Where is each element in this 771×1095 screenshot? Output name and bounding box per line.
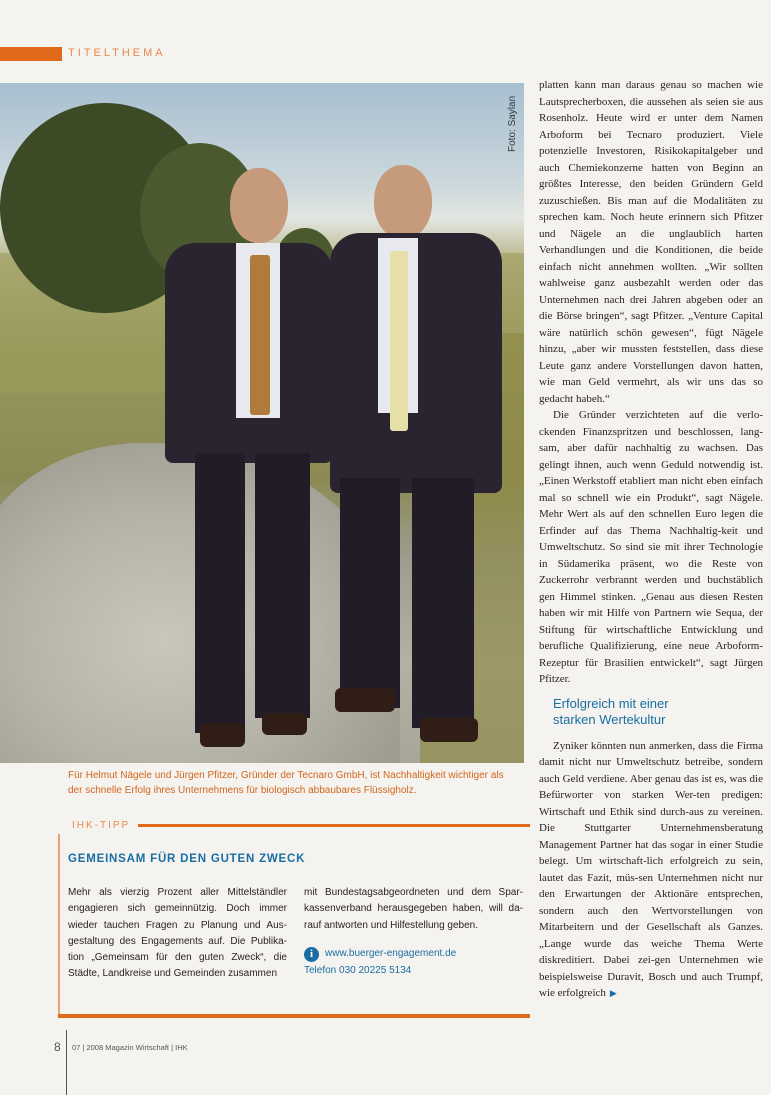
tip-left-rule xyxy=(58,834,60,1014)
article-paragraph: Die Gründer verzichteten auf die verlo-ckenden Finanzspritzen und beschlossen, lang-sam, aber dafür nachhaltig zu wachsen. Das gelingt ihnen, auch wenn Geduld notwendig ist. „Einen Werkstoff etabliert man nicht eben einfach mal so schnell wie ein Produkt“, sagt Nägele. Mehr Wert als auf den schnellen Euro legen die Erfinder auf das Thema Nachhaltig-keit und Umweltschutz. So sind sie mit ihrer Technologie in Südamerika präsent, wo die Reste von Zuckerrohr verbrannt werden und buchstäblich gen Himmel stinken. „Genau aus diesen Resten haben wir mit Hilfe von Partnern wie Sequa, der Stiftung für wirtschaftliche Entwicklung und berufliche Qualifizierung, eine neue Arboform-Rezeptur für Brasilien entwickelt“, sagt Jürgen Pfitzer. xyxy=(539,409,763,685)
article-column xyxy=(539,77,763,1002)
info-icon: i xyxy=(304,947,319,962)
section-color-bar xyxy=(0,47,62,61)
tip-text: mit Bundestagsabgeordneten und dem Spar-kassenverband herausgegeben haben, will da-rauf antworten und Hilfestellung geben. xyxy=(304,887,523,931)
tip-text: Mehr als vierzig Prozent aller Mittelständler engagieren sich gemeinnützig. Doch immer wieder tauchen Fragen zu Planung und Aus-gestaltung des Engagements auf. Die Publika-tion „Gemeinsam für den guten Zweck“, die Städte, Landkreise und Gemeinden zusammen xyxy=(68,887,287,980)
tip-label: IHK-TIPP xyxy=(72,820,131,831)
article-paragraph xyxy=(539,738,763,1002)
subheading-line: Erfolgreich mit einer xyxy=(553,695,669,711)
tip-top-rule xyxy=(138,824,530,827)
ihk-tip-box xyxy=(58,820,530,1018)
subheading-line: starken Wertekultur xyxy=(553,711,666,727)
phone-number: Telefon 030 20225 5134 xyxy=(304,965,412,977)
article-paragraph: platten kann man daraus genau so machen wie Lautsprecherboxen, die aussehen als seien sie aus Rosenholz. Heute wird er unter dem Namen Arboform bei Tecnaro produziert. Viele potenzielle Investoren, Risikokapitalgeber und auch Chemiekonzerne hatten von Beginn an größtes Interesse, den beiden Gründern Geld zuzuschießen. Bis man auf die Modalitäten zu sprechen kam. Noch heute erinnern sich Pfitzer und Nägele an die unglaublich harten Verhandlungen und die Konditionen, die beide einfach nicht annehmen wollten. „Wir sollten wahlweise ganz ausbezahlt werden oder das Unternehmen nach drei Jahren abgeben oder an die Börse bringen“, sagt Pfitzer. „Venture Capital wäre natürlich schön gewesen“, fügt Nägele hinzu, „aber wir mussten feststellen, dass diese Leute ganz andere Vorstellungen davon hatten, wie man Geld vermehrt, als wir uns das so gedacht habeh.“ xyxy=(539,79,763,405)
section-label: TITELTHEMA xyxy=(68,47,166,59)
tip-column-left xyxy=(68,885,287,983)
tip-column-right xyxy=(304,885,523,979)
contact-row xyxy=(304,946,523,962)
photo-credit: Foto: Saylan xyxy=(507,95,518,152)
article-paragraph-text: Zyniker könnten nun anmerken, dass die Firma damit nicht nur Umweltschutz betreibe, sondern auch Geld verdiene. Aber genau das ist es, was die Befürworter von starken Wer-ten predigen: Wirtschaft und Ethik sind durch-aus zu vereinen. Die Stuttgarter Unternehmensberatung Management Partner hat das sogar in einer Studie belegt. Um wirtschaft-lich erfolgreich zu sein, lautet das Fazit, müs-sen Unternehmen nicht nur den Erwartungen der Aktionäre entsprechen, sondern auch den Wertvorstellungen von Mitarbeitern und der Gesellschaft als Ganzes. „Lange wurde das weiche Thema Werte diskreditiert. Dabei zei-gen Unternehmen wie beispielsweise Duravit, Bosch und auch Trumpf, wie erfolgreich xyxy=(539,739,763,999)
tip-title: GEMEINSAM FÜR DEN GUTEN ZWECK xyxy=(68,853,306,865)
website-link[interactable]: www.buerger-engagement.de xyxy=(325,947,457,959)
publication-info: 07 | 2008 Magazin Wirtschaft | IHK xyxy=(72,1043,188,1052)
continue-arrow-icon: ▶ xyxy=(609,988,617,998)
footer-rule xyxy=(66,1030,67,1095)
article-subheading xyxy=(553,696,763,728)
article-photo xyxy=(0,83,524,763)
photo-caption: Für Helmut Nägele und Jürgen Pfitzer, Gründer der Tecnaro GmbH, ist Nachhaltigkeit wichtiger als der schnelle Erfolg ihres Unternehmens für biologisch abbaubares Flüssigholz. xyxy=(68,770,504,796)
page-number: 8 xyxy=(54,1040,61,1054)
